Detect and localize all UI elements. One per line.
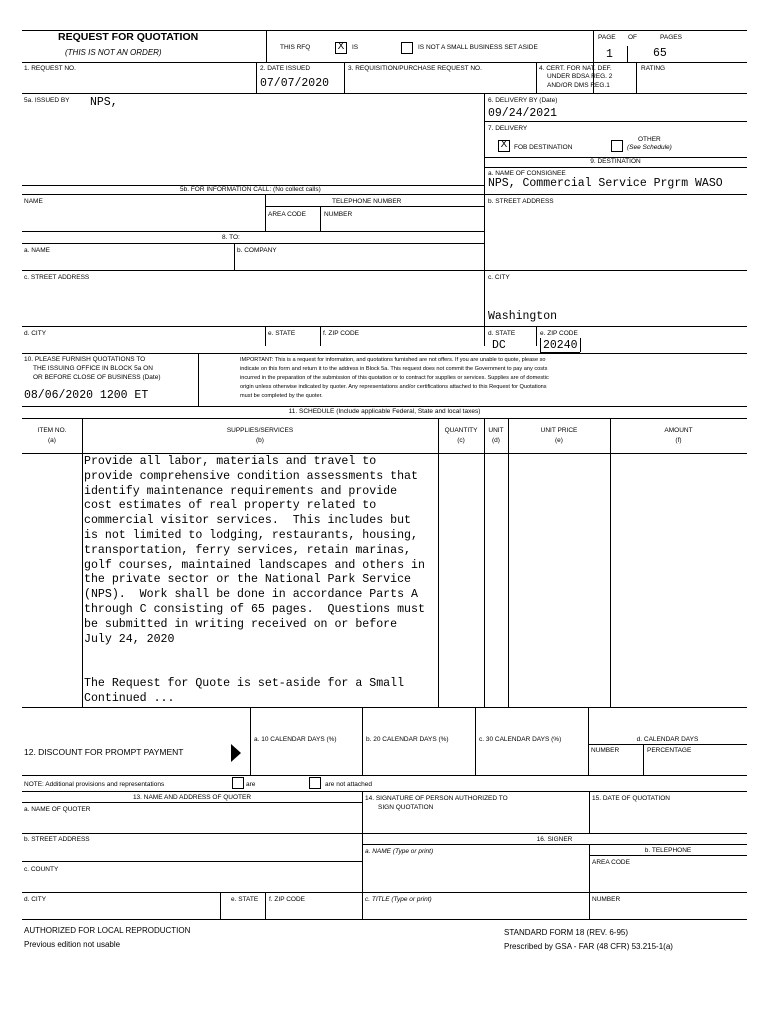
date-of-quotation-label: 15. DATE OF QUOTATION xyxy=(592,795,671,802)
destination-city-value[interactable]: Washington xyxy=(488,310,558,323)
signer-area-code-label: AREA CODE xyxy=(592,859,630,866)
fob-check-mark: X xyxy=(500,139,508,150)
cert-label-line2: UNDER BDSA REG. 2 xyxy=(547,73,613,80)
rating-label: RATING xyxy=(641,65,666,72)
destination-city-label: c. CITY xyxy=(488,274,510,281)
footer-authorized: AUTHORIZED FOR LOCAL REPRODUCTION xyxy=(24,926,191,935)
quoter-state-label: e. STATE xyxy=(231,896,259,903)
page-label: PAGE xyxy=(598,34,616,41)
signature-label-line1: 14. SIGNATURE OF PERSON AUTHORIZED TO xyxy=(365,795,508,802)
destination-zip-label: e. ZIP CODE xyxy=(540,330,578,337)
furnish-label-line3: OR BEFORE CLOSE OF BUSINESS (Date) xyxy=(33,374,161,381)
fob-destination-checkbox[interactable] xyxy=(498,140,510,152)
schedule-label: 11. SCHEDULE (Include applicable Federal, State and local taxes) xyxy=(288,408,481,415)
important-line5: must be completed by the quoter. xyxy=(240,393,323,399)
info-number-label: NUMBER xyxy=(324,211,353,218)
supplies-sub: (b) xyxy=(256,437,264,444)
to-name-label: a. NAME xyxy=(24,247,51,254)
requisition-label: 3. REQUISITION/PURCHASE REQUEST NO. xyxy=(348,65,482,72)
arrow-right-icon xyxy=(231,744,241,762)
signer-title-label: c. TITLE (Type or print) xyxy=(365,896,432,903)
pages-label: PAGES xyxy=(660,34,682,41)
other-delivery-sub: (See Schedule) xyxy=(627,144,672,151)
supplies-description[interactable]: Provide all labor, materials and travel to provide comprehensive condition assessments that identify maintenance requirements and provide cost estimates of real property related to commercial visitor services. This includes but is not limited to lodging, restaurants, housing, transportation, ferry services, retain marinas, golf courses, maintained landscapes and others in the private sector or the National Park Service (NPS). Work shall be done in accordance Parts A through C consisting of 65 pages. Questions must be submitted in writing received on or before July 24, 2020 The Request for Quote is set-aside for a Small Continued ... xyxy=(84,455,425,705)
signer-number-label: NUMBER xyxy=(592,896,621,903)
telephone-number-label: TELEPHONE NUMBER xyxy=(332,198,402,205)
info-name-label: NAME xyxy=(24,198,43,205)
discount-20-days-label: b. 20 CALENDAR DAYS (%) xyxy=(366,736,449,743)
destination-state-label: d. STATE xyxy=(488,330,516,337)
date-issued-label: 2. DATE ISSUED xyxy=(260,65,311,72)
consignee-value[interactable]: NPS, Commercial Service Prgrm WASO xyxy=(488,177,723,190)
issued-by-label: 5a. ISSUED BY xyxy=(24,97,70,104)
important-line4: origin unless otherwise indicated by quoter. Any representations and/or certifications attached to this Request for Quotations xyxy=(240,384,547,390)
quantity-label: QUANTITY xyxy=(444,427,478,434)
page-number: 1 xyxy=(606,48,613,61)
form-title: REQUEST FOR QUOTATION xyxy=(58,31,199,43)
info-area-code-label: AREA CODE xyxy=(268,211,306,218)
discount-calendar-days-label: d. CALENDAR DAYS xyxy=(636,736,699,743)
not-small-business-label: IS NOT A SMALL BUSINESS SET ASIDE xyxy=(418,44,538,51)
delivery-by-value[interactable]: 09/24/2021 xyxy=(488,107,558,120)
are-not-attached-checkbox[interactable] xyxy=(309,777,321,789)
to-company-label: b. COMPANY xyxy=(237,247,277,254)
unit-price-sub: (e) xyxy=(555,437,563,444)
footer-previous-edition: Previous edition not usable xyxy=(24,940,121,949)
date-issued-value[interactable]: 07/07/2020 xyxy=(260,77,330,90)
to-street-label: c. STREET ADDRESS xyxy=(24,274,90,281)
footer-prescribed: Prescribed by GSA - FAR (48 CFR) 53.215-1(a) xyxy=(504,942,673,951)
info-call-label: 5b. FOR INFORMATION CALL: (No collect calls) xyxy=(180,186,321,193)
important-line1: IMPORTANT: This is a request for information, and quotations furnished are not offers. If you are unable to quote, please so xyxy=(240,357,546,363)
item-no-sub: (a) xyxy=(48,437,56,444)
is-check-mark: X xyxy=(337,41,345,52)
other-delivery-checkbox[interactable] xyxy=(611,140,623,152)
furnish-date-value[interactable]: 08/06/2020 1200 ET xyxy=(24,389,149,402)
this-rfq-label: THIS RFQ xyxy=(280,44,311,51)
unit-price-label: UNIT PRICE xyxy=(540,427,578,434)
other-delivery-label: OTHER xyxy=(638,136,661,143)
delivery-by-label: 6. DELIVERY BY (Date) xyxy=(488,97,558,104)
are-attached-checkbox[interactable] xyxy=(232,777,244,789)
is-label: IS xyxy=(352,44,359,51)
important-line2: indicate on this form and return it to the address in Block 5a. This request does not commit the Government to pay any costs xyxy=(240,366,548,372)
form-subtitle: (THIS IS NOT AN ORDER) xyxy=(65,48,162,57)
consignee-label: a. NAME OF CONSIGNEE xyxy=(488,170,566,177)
are-label: are xyxy=(246,781,256,788)
furnish-label-line2: THE ISSUING OFFICE IN BLOCK 5a ON xyxy=(33,365,153,372)
fob-destination-label: FOB DESTINATION xyxy=(514,144,573,151)
discount-10-days-label: a. 10 CALENDAR DAYS (%) xyxy=(254,736,337,743)
not-small-business-checkbox[interactable] xyxy=(401,42,413,54)
discount-label: 12. DISCOUNT FOR PROMPT PAYMENT xyxy=(24,747,184,757)
total-pages: 65 xyxy=(653,47,667,60)
supplies-label: SUPPLIES/SERVICES xyxy=(226,427,294,434)
request-no-label: 1. REQUEST NO. xyxy=(24,65,76,72)
signature-label-line2: SIGN QUOTATION xyxy=(378,804,434,811)
signer-name-label: a. NAME (Type or print) xyxy=(365,848,434,855)
quoter-section-label: 13. NAME AND ADDRESS OF QUOTER xyxy=(132,794,252,801)
signer-telephone-label: b. TELEPHONE xyxy=(644,847,692,854)
delivery-label: 7. DELIVERY xyxy=(488,125,528,132)
quoter-city-label: d. CITY xyxy=(24,896,47,903)
discount-30-days-label: c. 30 CALENDAR DAYS (%) xyxy=(479,736,562,743)
note-label: NOTE: Additional provisions and representations xyxy=(24,781,165,788)
quantity-sub: (c) xyxy=(457,437,465,444)
destination-state-value[interactable]: DC xyxy=(492,339,506,352)
amount-label: AMOUNT xyxy=(664,427,693,434)
quoter-street-label: b. STREET ADDRESS xyxy=(24,836,90,843)
discount-number-label: NUMBER xyxy=(591,747,620,754)
footer-standard-form: STANDARD FORM 18 (REV. 6-95) xyxy=(504,928,629,937)
furnish-label-line1: 10. PLEASE FURNISH QUOTATIONS TO xyxy=(24,356,146,363)
to-label: 8. TO: xyxy=(222,234,240,241)
unit-label: UNIT xyxy=(488,427,504,434)
destination-label: 9. DESTINATION xyxy=(590,158,641,165)
to-state-label: e. STATE xyxy=(268,330,296,337)
issued-by-value[interactable]: NPS, xyxy=(90,96,118,109)
to-zip-label: f. ZIP CODE xyxy=(323,330,359,337)
important-line3: incurred in the preparation of the submission of this quotation or to contract for supplies or services. Supplies are of domestic xyxy=(240,375,549,381)
amount-sub: (f) xyxy=(675,437,682,444)
quoter-zip-label: f. ZIP CODE xyxy=(269,896,305,903)
is-checkbox[interactable] xyxy=(335,42,347,54)
signer-label: 16. SIGNER xyxy=(536,836,573,843)
are-not-label: are not attached xyxy=(325,781,372,788)
to-city-label: d. CITY xyxy=(24,330,47,337)
unit-sub: (d) xyxy=(492,437,500,444)
quoter-name-label: a. NAME OF QUOTER xyxy=(24,806,91,813)
item-no-label: ITEM NO. xyxy=(37,427,67,434)
cert-label-line1: 4. CERT. FOR NAT. DEF. xyxy=(539,65,612,72)
quoter-county-label: c. COUNTY xyxy=(24,866,59,873)
of-label: OF xyxy=(628,34,638,41)
destination-zip-value[interactable]: 20240 xyxy=(543,339,578,352)
cert-label-line3: AND/OR DMS REG.1 xyxy=(547,82,610,89)
discount-percentage-label: PERCENTAGE xyxy=(647,747,692,754)
destination-street-label: b. STREET ADDRESS xyxy=(488,198,554,205)
